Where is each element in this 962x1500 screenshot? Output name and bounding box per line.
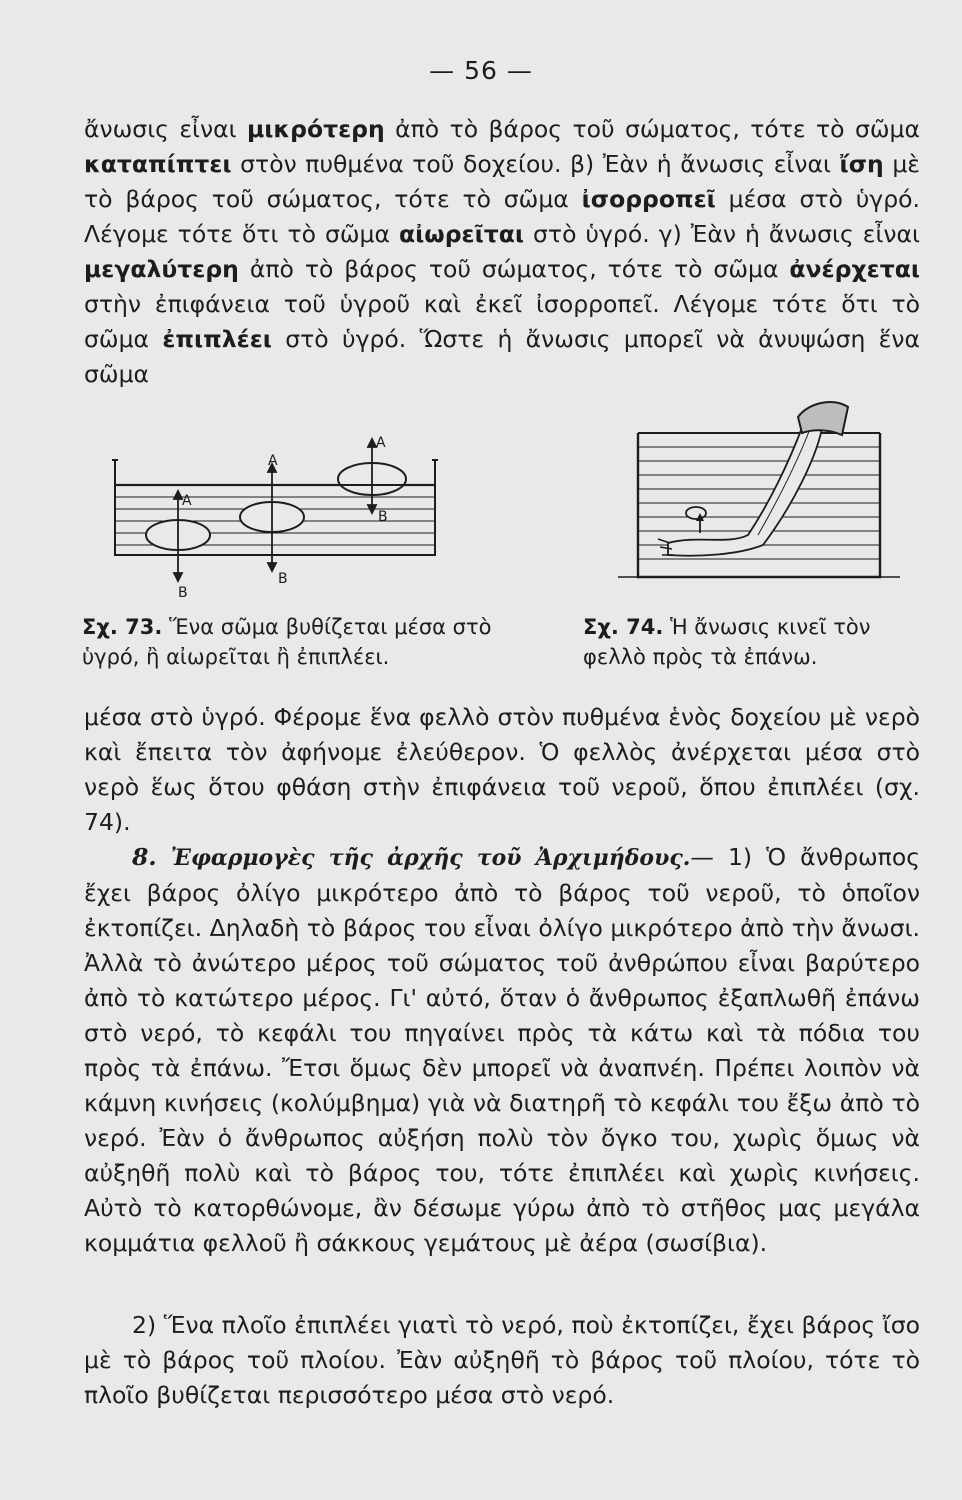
fig73-label-b2: B	[278, 571, 288, 587]
term-suspended: αἰωρεῖται	[398, 220, 525, 248]
term-greater: μεγαλύτερη	[84, 255, 239, 283]
paragraph-buoyancy-cases: ἄνωσις εἶναι μικρότερη ἀπὸ τὸ βάρος τοῦ σώματος, τότε τὸ σῶμα καταπίπτει στὸν πυθμένα τοῦ δοχείου. β) Ἐὰν ἡ ἄνωσις εἶναι ἴση μὲ τὸ βάρος τοῦ σώματος, τότε τὸ σῶμα ἰσορροπεῖ μέσα στὸ ὑγρό. Λέγομε τότε ὅτι τὸ σῶμα αἰωρεῖται στὸ ὑγρό. γ) Ἐὰν ἡ ἄνωσις εἶναι μεγαλύτερη ἀπὸ τὸ βάρος τοῦ σώματος, τότε τὸ σῶμα ἀνέρχεται στὴν ἐπιφάνεια τοῦ ὑγροῦ καὶ ἐκεῖ ἰσορροπεῖ. Λέγομε τότε ὅτι τὸ σῶμα ἐπιπλέει στὸ ὑγρό. Ὥστε ἡ ἄνωσις μπορεῖ νὰ ἀνυψώση ἕνα σῶμα	[84, 115, 920, 388]
term-balances: ἰσορροπεῖ	[581, 185, 716, 213]
figure-74-caption: Σχ. 74. Ἡ ἄνωσις κινεῖ τὸν φελλὸ πρὸς τὰ ἐπάνω.	[583, 615, 871, 669]
paragraph-cork-experiment: μέσα στὸ ὑγρό. Φέρομε ἕνα φελλὸ στὸν πυθμένα ἑνὸς δοχείου μὲ νερὸ καὶ ἔπειτα τὸν ἀφήνομε ἐλεύθερον. Ὁ φελλὸς ἀνέρχεται μέσα στὸ νερὸ ἕως ὅτου φθάση στὴν ἐπιφάνεια τοῦ νεροῦ, ὅπου ἐπιπλέει (σχ. 74).	[84, 703, 920, 836]
sleeve-cuff	[798, 402, 848, 435]
fig73-label-a1: A	[182, 493, 192, 509]
paragraph-ship: 2) Ἕνα πλοῖο ἐπιπλέει γιατὶ τὸ νερό, ποὺ ἐκτοπίζει, ἔχει βάρος ἴσο μὲ τὸ βάρος τοῦ πλοίου. Ἐὰν αὐξηθῆ τὸ βάρος τοῦ πλοίου, τότε τὸ πλοῖο βυθίζεται περισσότερο μέσα στὸ νερό.	[84, 1311, 920, 1409]
term-floats: ἐπιπλέει	[162, 325, 272, 353]
figure-74-label: Σχ. 74.	[583, 615, 664, 639]
section-heading: Ἐφαρμογὲς τῆς ἀρχῆς τοῦ Ἀρχιμήδους.	[156, 845, 691, 871]
fig73-label-a3: A	[376, 435, 386, 451]
page-number: — 56 —	[429, 56, 533, 85]
section-number: 8.	[132, 843, 157, 871]
figure-74-diagram	[618, 395, 903, 585]
term-smaller: μικρότερη	[246, 115, 385, 143]
term-sinks: καταπίπτει	[84, 150, 232, 178]
term-equal: ἴση	[839, 150, 884, 178]
figure-73-label: Σχ. 73.	[82, 615, 163, 639]
term-rises: ἀνέρχεται	[789, 255, 920, 283]
figure-73-diagram	[100, 425, 460, 610]
cork	[686, 507, 706, 519]
figure-73-caption: Σχ. 73. Ἕνα σῶμα βυθίζεται μέσα στὸ ὑγρό, ἢ αἰωρεῖται ἢ ἐπιπλέει.	[82, 615, 492, 669]
fig73-label-a2: A	[268, 453, 278, 469]
fig73-label-b3: B	[378, 509, 388, 525]
fig73-label-b1: B	[178, 585, 188, 601]
section-8-paragraph: 8. Ἐφαρμογὲς τῆς ἀρχῆς τοῦ Ἀρχιμήδους.— 1) Ὁ ἄνθρωπος ἔχει βάρος ὀλίγο μικρότερο ἀπὸ τὸ βάρος τοῦ νεροῦ, τὸ ὁποῖον ἐκτοπίζει. Δηλαδὴ τὸ βάρος του εἶναι ὀλίγο μικρότερο ἀπὸ τὴν ἄνωσι. Ἀλλὰ τὸ ἀνώτερο μέρος τοῦ σώματος τοῦ ἀνθρώπου εἶναι βαρύτερο ἀπὸ τὸ κατώτερο μέρος. Γι' αὐτό, ὅταν ὁ ἄνθρωπος ἐξαπλωθῆ ἐπάνω στὸ νερό, τὸ κεφάλι του πηγαίνει πρὸς τὰ κάτω καὶ τὰ πόδια του πρὸς τὰ ἐπάνω. Ἔτσι ὅμως δὲν μπορεῖ νὰ ἀναπνέη. Πρέπει λοιπὸν νὰ κάμνη κινήσεις (κολύμβημα) γιὰ νὰ διατηρῆ τὸ κεφάλι του ἔξω ἀπὸ τὸ νερό. Ἐὰν ὁ ἄνθρωπος αὐξήση πολὺ τὸν ὄγκο του, χωρὶς ὅμως νὰ αὐξηθῆ πολὺ καὶ τὸ βάρος του, τότε ἐπιπλέει καὶ χωρὶς κινήσεις. Αὐτὸ τὸ κατορθώνομε, ἂν δέσωμε γύρω ἀπὸ τὸ στῆθος μας μεγάλα κομμάτια φελλοῦ ἢ σάκκους γεμάτους μὲ ἀέρα (σωσίβια).	[84, 843, 920, 1257]
